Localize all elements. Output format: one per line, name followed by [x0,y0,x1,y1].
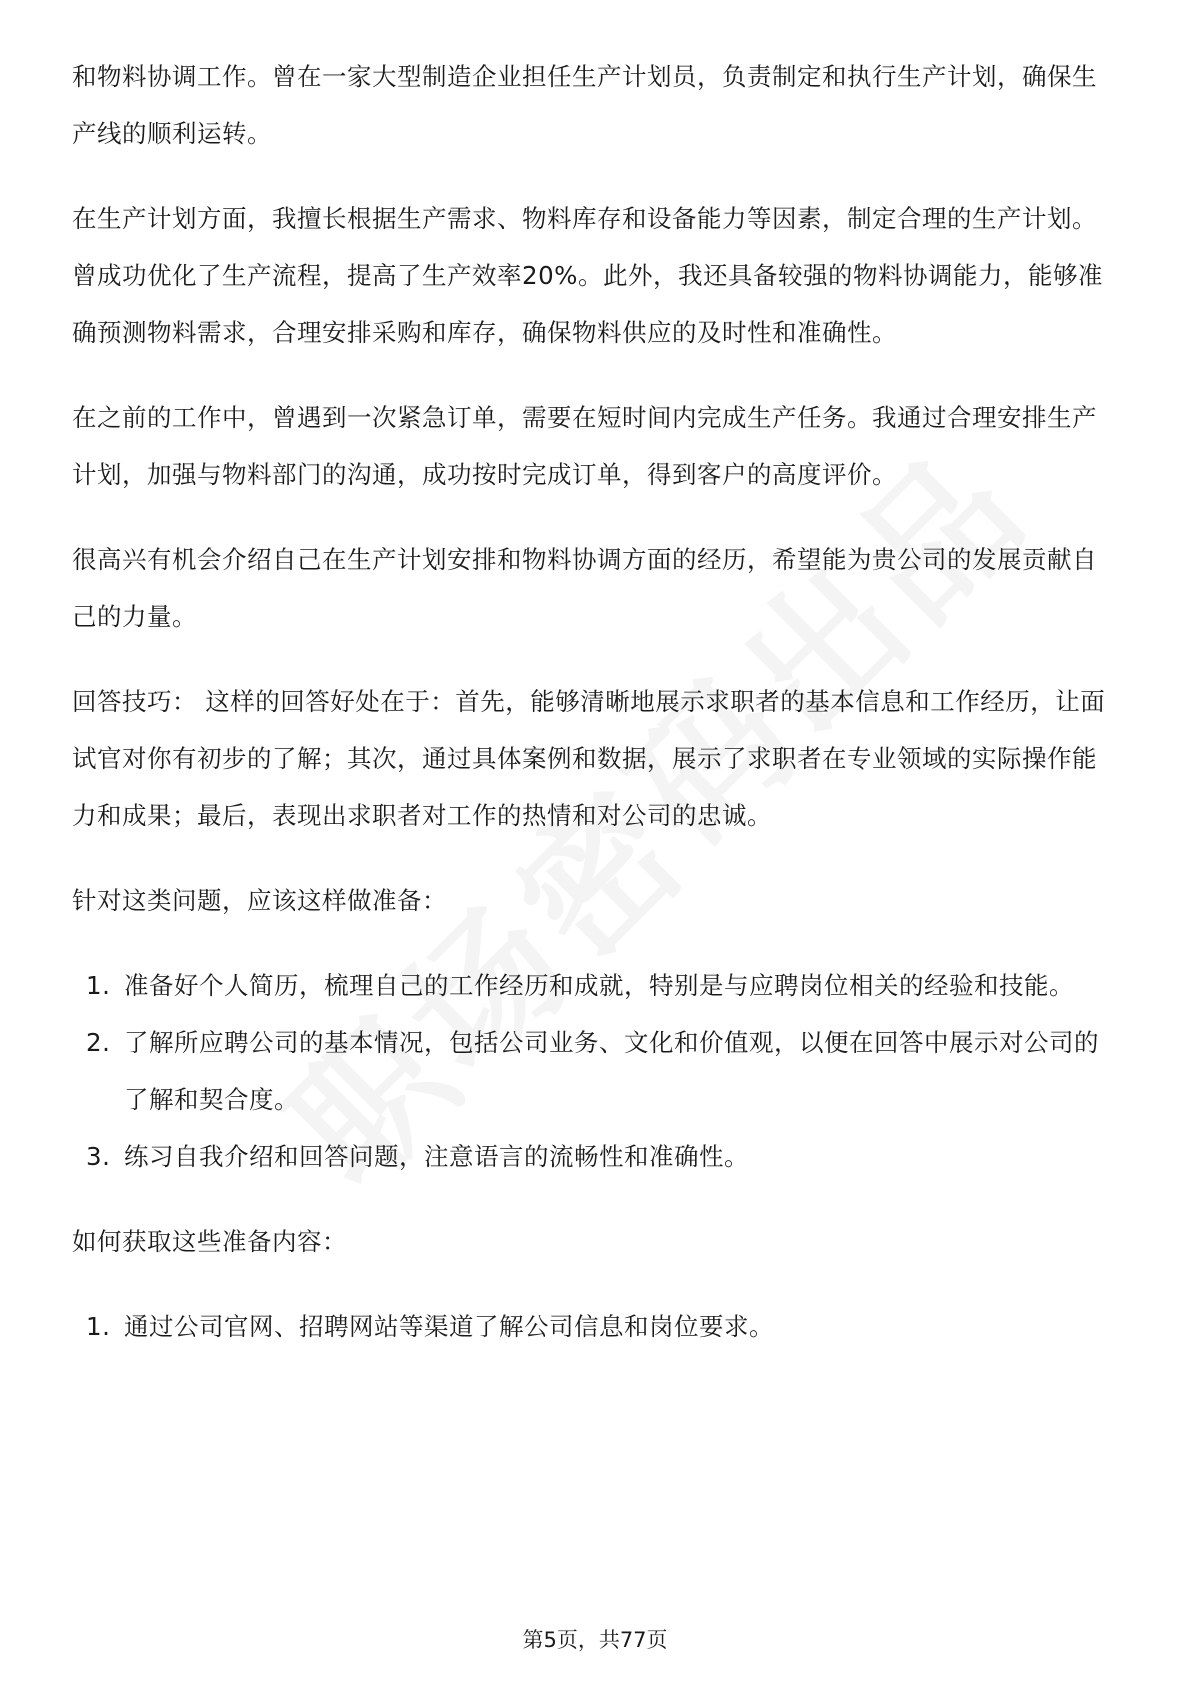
paragraph-planning-skills: 在生产计划方面，我擅长根据生产需求、物料库存和设备能力等因素，制定合理的生产计划。曾成功优化了生产流程，提高了生产效率20%。此外，我还具备较强的物料协调能力，能够准确预测物料需求，合理安排采购和库存，确保物料供应的及时性和准确性。 [72,204,1103,347]
list-item-text: 准备好个人简历，梳理自己的工作经历和成就，特别是与应聘岗位相关的经验和技能。 [124,971,1074,1000]
list-item-number: 1. [86,971,111,1000]
list-item-number: 3. [86,1142,111,1171]
list-item-text: 练习自我介绍和回答问题，注意语言的流畅性和准确性。 [124,1142,749,1171]
source-list [72,1298,1120,1355]
paragraph-how-to-heading: 如何获取这些准备内容： [72,1227,347,1256]
paragraph-urgent-order: 在之前的工作中，曾遇到一次紧急订单，需要在短时间内完成生产任务。我通过合理安排生产计划，加强与物料部门的沟通，成功按时完成订单，得到客户的高度评价。 [72,403,1097,489]
list-item-number: 1. [86,1312,111,1341]
list-item-text: 了解所应聘公司的基本情况，包括公司业务、文化和价值观，以便在回答中展示对公司的了解和契合度。 [124,1028,1099,1114]
paragraph-answer-tips: 回答技巧： 这样的回答好处在于：首先，能够清晰地展示求职者的基本信息和工作经历，让面试官对你有初步的了解；其次，通过具体案例和数据，展示了求职者在专业领域的实际操作能力和成果；最后，表现出求职者对工作的热情和对公司的忠诚。 [72,687,1106,830]
paragraph-prep-heading: 针对这类问题，应该这样做准备： [72,886,447,915]
document-body [72,48,1120,1383]
paragraph-closing: 很高兴有机会介绍自己在生产计划安排和物料协调方面的经历，希望能为贵公司的发展贡献自己的力量。 [72,545,1097,631]
prep-list [72,957,1120,1185]
list-item [72,1014,1120,1128]
list-item [72,1298,1120,1355]
page-number-footer: 第5页，共77页 [522,1628,668,1652]
list-item [72,1128,1120,1185]
list-item-text: 通过公司官网、招聘网站等渠道了解公司信息和岗位要求。 [124,1312,774,1341]
paragraph-intro-continued: 和物料协调工作。曾在一家大型制造企业担任生产计划员，负责制定和执行生产计划，确保生产线的顺利运转。 [72,62,1097,148]
list-item-number: 2. [86,1028,111,1057]
list-item [72,957,1120,1014]
